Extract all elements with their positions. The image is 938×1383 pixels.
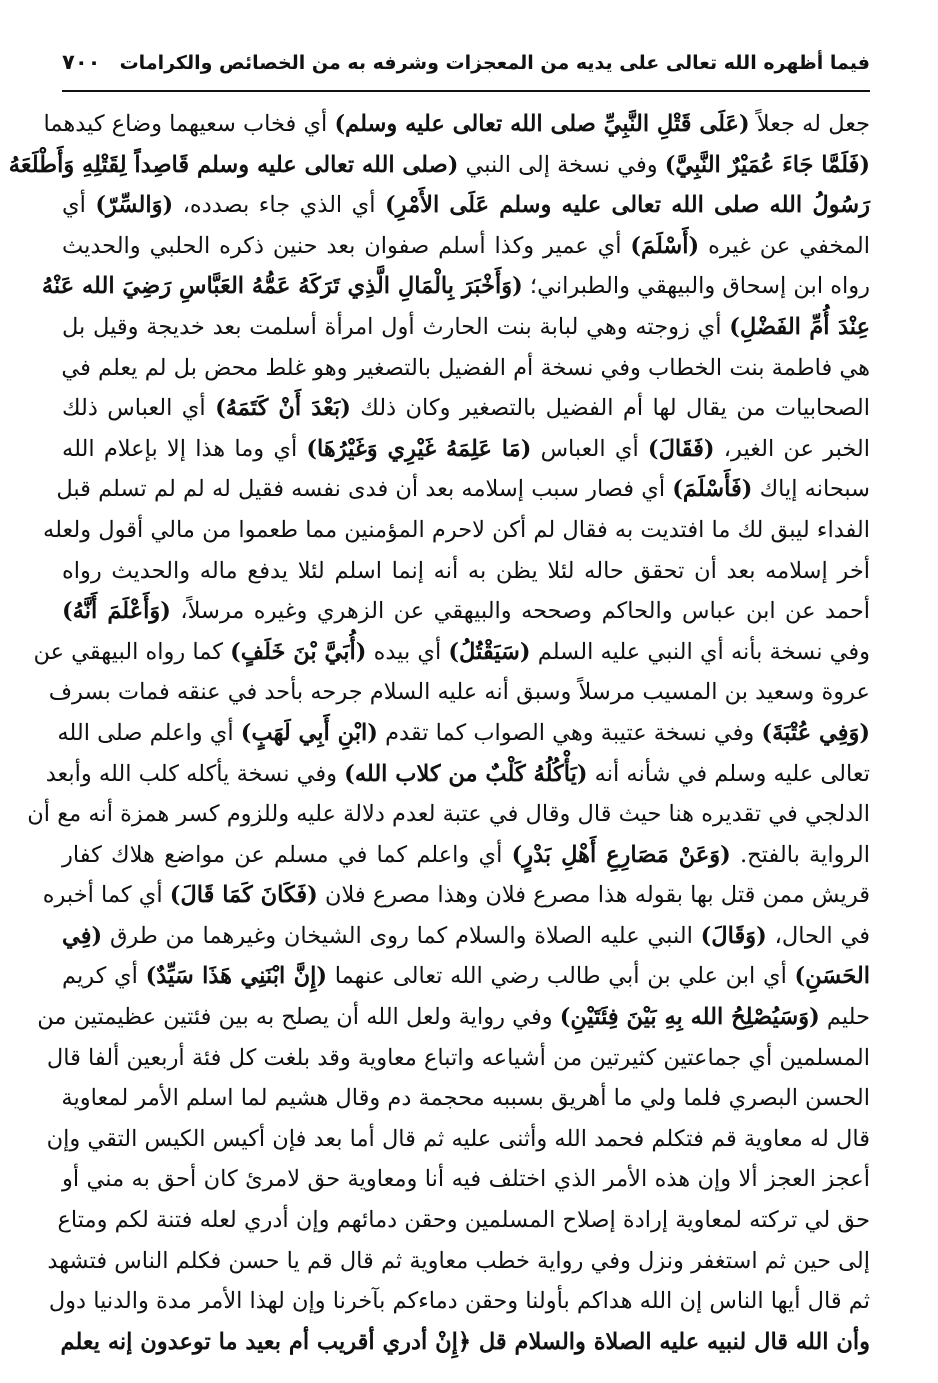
text-line (62, 916, 870, 957)
commentary-text: أي كريم (62, 963, 146, 990)
running-title: فيما أظهره الله تعالى على يديه من المعجزات وشرفه به من الخصائص والكرامات (119, 52, 870, 74)
commentary-text: سبحانه إياك (752, 476, 870, 503)
commentary-text: الدلجي في تقديره هنا حيث قال وقال في عتبة لعدم دلالة عليه وللزوم كسر همزة أنه مع أن (27, 801, 870, 828)
quoted-phrase: (أُبَيَّ بْنَ خَلَفٍ) (230, 638, 367, 665)
commentary-text: أي ابن علي بن أبي طالب رضي الله تعالى عنهما (327, 963, 795, 990)
commentary-text: أي العباس (531, 435, 648, 462)
commentary-text: الفداء ليبق لك ما افتديت به فقال لم أكن لاحرم المؤمنين مما طعموا من مالي أقول ولعله (43, 516, 870, 543)
commentary-text: الصحابيات من يقال لها أم الفضيل بالتصغير وكان ذلك (350, 395, 871, 422)
commentary-text: قريش ممن قتل بها بقوله هذا مصرع فلان وهذا مصرع فلان (317, 882, 870, 909)
body-text (8, 104, 871, 1362)
text-line (62, 388, 870, 429)
commentary-text: الخبر عن الغير، (714, 435, 870, 462)
quoted-phrase: (إِنَّ ابْنَنِي هَذَا سَيِّدٌ) (145, 963, 328, 990)
commentary-text: وفي رواية ولعل الله أن يصلح به بين فئتين عظيمتين من (37, 1004, 560, 1031)
page-number: ٧٠٠ (62, 50, 101, 74)
text-line (62, 185, 870, 226)
commentary-text: وفي نسخة بأنه أي النبي عليه السلم (530, 638, 870, 665)
commentary-text: أي الذي جاء بصدده، (173, 192, 386, 219)
commentary-text: في الحال، (766, 922, 870, 949)
commentary-text: النبي عليه الصلاة والسلام كما روى الشيخان وغيرهما من طرق (102, 922, 701, 949)
text-line (56, 469, 870, 510)
commentary-text: وفي نسخة إلى النبي (458, 151, 665, 178)
text-line (46, 1038, 870, 1079)
text-line (47, 1241, 870, 1282)
text-line (62, 429, 870, 470)
text-line (43, 104, 870, 145)
text-line (46, 1119, 870, 1160)
commentary-text: المخفي عن غيره (699, 232, 870, 259)
text-line (37, 997, 870, 1038)
commentary-text: الحسن البصري فلما ولي ما أهريق بسببه محجمة دم وقال هشيم لما اسلم الأمر لمعاوية (61, 1085, 870, 1112)
quoted-phrase: (وَفِي عُتْبَةَ) (761, 719, 870, 746)
text-line (41, 266, 870, 307)
text-line (62, 226, 870, 267)
commentary-text: رواه ابن إسحاق والبيهقي والطبراني؛ (522, 273, 870, 300)
text-line (43, 510, 870, 551)
commentary-text: كما رواه البيهقي عن (33, 638, 231, 665)
text-line (57, 713, 870, 754)
quoted-phrase: (مَا عَلِمَهُ غَيْرِي وَغَيْرُهَا) (306, 435, 532, 462)
commentary-text: إلى حين ثم استغفر ونزل وفي رواية خطب معاوية ثم قال قم يا حسن فكلم الناس فتشهد (47, 1247, 870, 1274)
commentary-text: أي فخاب سعيهما وضاع كيدهما (43, 111, 335, 137)
quoted-phrase: الحَسَنِ) (794, 963, 871, 990)
commentary-text: قال له معاوية قم فتكلم فحمد الله وأثنى عليه ثم قال أما بعد فإن أكيس الكيس التقي وإن (46, 1125, 870, 1152)
commentary-text: تعالى عليه وسلم في شأنه أنه (587, 760, 870, 787)
commentary-text: أي (62, 192, 96, 219)
commentary-text: أي واعلم كما في مسلم عن مواضع هلاك كفار (62, 841, 512, 868)
book-page (8, 40, 871, 1362)
quoted-phrase: عِنْدَ أُمِّ الفَضْلِ) (729, 313, 870, 340)
commentary-text: ثم قال أيها الناس إن الله هداكم بأولنا وحقن دماءكم بآخرنا وإن لهذا الأمر مدة والدنيا دول (48, 1288, 870, 1315)
commentary-text: أحمد عن ابن عباس والحاكم وصححه والبيهقي عن الزهري وغيره مرسلاً، (170, 598, 870, 625)
text-line (57, 1200, 870, 1241)
commentary-text: أي زوجته وهي لبابة بنت الحارث أول امرأة أسلمت بعد خديجة وقيل بل (62, 313, 730, 340)
quoted-phrase: (عَلَى قَتْلِ النَّبِيِّ صلى الله تعالى عليه وسلم) (334, 111, 750, 137)
quoted-phrase: (بَعْدَ أَنْ كَتَمَهُ) (215, 395, 351, 422)
quoted-phrase: رَسُولُ الله صلى الله تعالى عليه وسلم عَلَى الأَمْرِ) (385, 192, 871, 219)
text-line (48, 1281, 870, 1322)
text-line (62, 1322, 870, 1363)
commentary-text: أي العباس ذلك (62, 395, 216, 422)
commentary-text: أي عمير وكذا أسلم صفوان بعد حنين ذكره الحلبي والحديث (62, 232, 631, 259)
commentary-text: أي فصار سبب إسلامه بعد أن فدى نفسه فقيل له لم لم تسلم قبل (56, 476, 673, 503)
quoted-phrase: (صلى الله تعالى عليه وسلم قَاصِداً لِقَتْلِهِ وَأَطْلَعَهُ (8, 151, 459, 178)
text-line (45, 754, 870, 795)
quoted-phrase: (وَأَعْلَمَ أَنَّهُ) (62, 598, 171, 625)
commentary-text: وفي نسخة عتيبة وهي الصواب كما تقدم (377, 719, 762, 746)
quoted-phrase: (وَقَالَ) (700, 922, 767, 949)
header-divider (62, 90, 870, 92)
text-line (27, 794, 870, 835)
commentary-text: عروة وسعيد بن المسيب مرسلاً وسبق أنه عليه السلام جرحه بأحد في عنقه فمات بسرف (48, 679, 870, 706)
commentary-text: الرواية بالفتح. (730, 841, 871, 868)
text-line (62, 835, 870, 876)
commentary-text: أعجز العجز ألا وإن هذه الأمر الذي اختلف فيه أنا ومعاوية حق لامرئ كان أحق به مني أو (62, 1166, 870, 1193)
text-line (62, 591, 870, 632)
quoted-phrase: (يَأْكُلُهُ كَلْبٌ من كلاب الله) (344, 760, 588, 787)
commentary-text: وفي نسخة يأكله كلب الله وأبعد (45, 760, 345, 787)
quoted-phrase: (سَيَقْتُلُ) (448, 638, 531, 665)
commentary-text: أي كما أخبره (42, 882, 170, 909)
text-line (62, 1159, 870, 1200)
quoted-phrase: (ابْنِ أَبِي لَهَبٍ) (240, 719, 378, 746)
quoted-phrase: (وَسَيُصْلِحُ الله بِهِ بَيْنَ فِئَتَيْنِ) (559, 1004, 820, 1031)
quoted-phrase: ﴿إِنْ أدري أقريب أم بعيد ما توعدون إنه يعلم (60, 1328, 472, 1355)
text-line (62, 551, 870, 592)
text-line (62, 956, 870, 997)
quoted-phrase: (وَأَخْبَرَ بِالْمَالِ الَّذِي تَرَكَهُ عَمُّهُ العَبَّاسِ رَضِيَ الله عَنْهُ (41, 273, 523, 300)
text-line (42, 875, 870, 916)
text-line (8, 145, 870, 186)
commentary-text: جعل له جعلاً (749, 111, 870, 137)
quoted-phrase: وأن الله قال لنبيه عليه الصلاة والسلام قل (471, 1328, 870, 1355)
quoted-phrase: (فَأَسْلَمَ) (672, 476, 753, 503)
text-line (48, 672, 870, 713)
commentary-text: أي بيده (366, 638, 449, 665)
text-line (33, 632, 870, 673)
quoted-phrase: (فَقَالَ) (647, 435, 715, 462)
quoted-phrase: (أَسْلَمَ) (630, 232, 700, 259)
quoted-phrase: (وَعَنْ مَصَارِعِ أَهْلِ بَدْرٍ) (511, 841, 731, 868)
commentary-text: المسلمين أي جماعتين كثيرتين من أشياعه واتباع معاوية وقد بلغت كل فئة أربعين ألفا قال (46, 1044, 870, 1071)
commentary-text: حليم (819, 1004, 870, 1031)
commentary-text: أخر إسلامه بعد أن تحقق حاله لئلا يظن به أنه إنما اسلم لئلا يدفع ماله والحديث رواه (62, 557, 870, 584)
quoted-phrase: (وَالسِّرّ) (95, 192, 174, 219)
quoted-phrase: (فَكَانَ كَمَا قَالَ) (169, 882, 318, 909)
running-header (62, 40, 870, 90)
commentary-text: أي وما هذا إلا بإعلام الله (62, 435, 307, 462)
quoted-phrase: (فَلَمَّا جَاءَ عُمَيْرٌ النَّبِيَّ) (664, 151, 870, 178)
text-line (62, 307, 870, 348)
commentary-text: حق لي تركته لمعاوية إرادة إصلاح المسلمين وحقن دمائهم وإن أدري لعله فتنة لكم ومتاع (57, 1207, 870, 1234)
commentary-text: أي واعلم صلى الله (57, 719, 241, 746)
text-line (62, 1078, 870, 1119)
text-line (62, 348, 870, 389)
commentary-text: هي فاطمة بنت الخطاب وفي نسخة أم الفضيل بالتصغير وهو غلط محض بل لم يعلم في (61, 354, 870, 381)
quoted-phrase: (فِي (62, 922, 103, 949)
